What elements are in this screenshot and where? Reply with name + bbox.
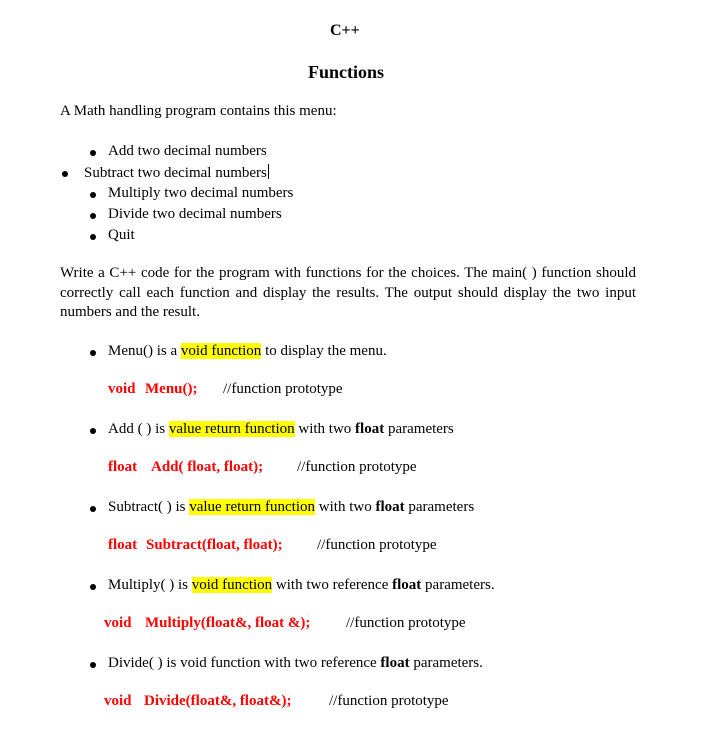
bullet-icon <box>90 192 96 198</box>
document-title: C++ <box>330 22 360 39</box>
menu-item: Multiply two decimal numbers <box>108 185 294 201</box>
description-text: parameters. <box>409 655 483 671</box>
description-text: parameters. <box>421 577 495 593</box>
description-text: Divide( ) is void function with two reference <box>108 655 381 671</box>
code-comment: //function prototype <box>317 537 437 553</box>
highlighted-text: value return function <box>168 421 295 437</box>
description-text: parameters <box>384 421 454 437</box>
menu-item: Subtract two decimal numbers <box>84 165 267 181</box>
bullet-icon <box>90 428 96 434</box>
function-description <box>108 577 495 594</box>
code-comment: //function prototype <box>329 693 449 709</box>
bold-text: float <box>392 577 422 593</box>
bold-text: float <box>355 421 385 437</box>
highlighted-text: void function <box>180 343 262 359</box>
bullet-icon <box>90 506 96 512</box>
function-description <box>108 499 474 516</box>
bullet-icon <box>90 584 96 590</box>
code-signature: Multiply(float&, float &); <box>145 615 311 631</box>
bullet-icon <box>90 234 96 240</box>
instructions-paragraph: Write a C++ code for the program with functions for the choices. The main( ) function should correctly call each function and display the results. The output should display the two input numbers and the result. <box>60 265 636 320</box>
bold-text: float <box>380 655 410 671</box>
code-type: void <box>104 693 132 709</box>
menu-item-with-caret[interactable] <box>84 164 269 182</box>
code-signature: Add( float, float); <box>151 459 264 475</box>
code-type: void <box>108 381 136 397</box>
intro-text: A Math handling program contains this menu: <box>60 103 337 119</box>
code-comment: //function prototype <box>346 615 466 631</box>
function-description <box>108 343 387 360</box>
highlighted-text: value return function <box>189 499 316 515</box>
highlighted-text: void function <box>191 577 273 593</box>
section-heading: Functions <box>308 62 385 82</box>
menu-item: Quit <box>108 227 135 243</box>
description-text: Menu() is a <box>108 343 181 359</box>
bold-text: float <box>375 499 405 515</box>
bullet-icon <box>62 171 68 177</box>
bullet-icon <box>90 350 96 356</box>
function-description <box>108 655 483 672</box>
text-cursor <box>268 164 269 179</box>
code-signature: Divide(float&, float&); <box>144 693 292 709</box>
function-description <box>108 421 454 438</box>
description-text: parameters <box>404 499 475 515</box>
description-text: with two <box>294 421 356 437</box>
description-text: to display the menu. <box>261 343 387 359</box>
bullet-icon <box>90 150 96 156</box>
code-signature: Menu(); <box>145 381 198 397</box>
code-type: void <box>104 615 132 631</box>
code-type: float <box>108 459 138 475</box>
code-comment: //function prototype <box>297 459 417 475</box>
menu-item: Add two decimal numbers <box>108 143 267 159</box>
description-text: Multiply( ) is <box>108 577 192 593</box>
code-comment: //function prototype <box>223 381 343 397</box>
description-text: Subtract( ) is <box>108 499 190 515</box>
menu-item: Divide two decimal numbers <box>108 206 282 222</box>
description-text: with two <box>315 499 376 515</box>
code-signature: Subtract(float, float); <box>146 537 283 553</box>
bullet-icon <box>90 213 96 219</box>
description-text: with two reference <box>272 577 393 593</box>
code-type: float <box>108 537 138 553</box>
description-text: Add ( ) is <box>108 421 169 437</box>
bullet-icon <box>90 662 96 668</box>
